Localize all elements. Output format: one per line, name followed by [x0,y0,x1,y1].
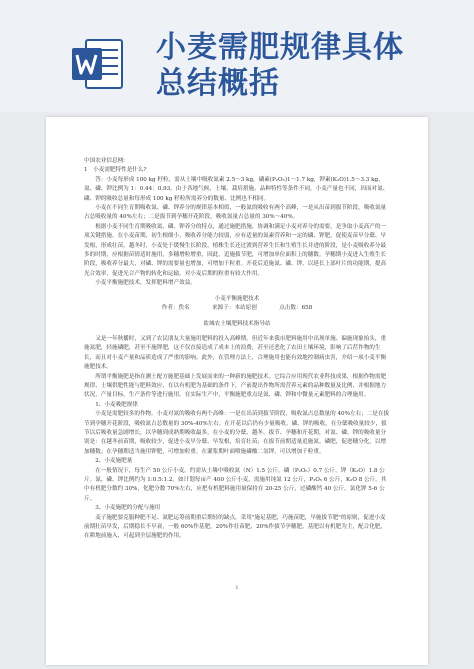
word-document-icon [68,34,128,94]
document-body [84,157,390,542]
paragraph: 小麦平衡施肥技术，发挥肥料增产效益。 [95,280,196,287]
list-heading: 2、小麦施肥量 [95,458,133,465]
header-banner [0,0,474,112]
list-heading: 1、小麦吸肥规律 [95,401,138,408]
paragraph: 小麦是需肥较多的作物。小麦对氮的吸收有两个高峰：一是在出苗到拔节阶段，吸收氮占总数量的 40%左右；二是在拔节到孕穗开花阶段，吸收氮占总数量的 30%-40%左右。在开花以后仍有少量吸收。磷、钾的吸收，在分蘖吸收量较少，拔节以后吸收量急剧增长，以孕穗到成熟期吸收最多。在小麦的分蘖、越冬、拔节、孕穗和开花期，对氮、磷、钾的吸收量分别是：在越冬前苗期，吸收较少，促进小麦早分蘖、早发根，培育壮苗；在拔节前期适量追施氮、磷肥，促进穗分化，以增加穗数；在孕穗期适当施用钾肥，可增加粒重。在灌浆期叶面喷施磷酸二氢钾，可以增加千粒重。 [84,411,390,455]
title-line-1: 小麦需肥规律具体 [156,30,404,65]
list-heading: 3、小麦施肥的分配与施用 [95,505,161,512]
paragraph: 根据小麦不同生育期吸收氮、磷、钾养分的特点，通过施肥措施，协调和满足小麦对养分的需要，是争取小麦高产的一项关键措施。在小麦苗期，初生根细小，吸收养分能力较弱，应有适量的氮素营养和一定的磷、钾肥，促使麦苗早分蘖、早发根，形成壮苗。越冬时，小麦处于缓慢生长阶段，植株生长还过渡到营养生长和生殖生长并进的阶段，是小麦吸收养分最多的时期，应根据苗情适时施用，多穗增粒增重，因此，追施拔节肥，可增加单位面积上的穗数。孕穗期小麦进入生殖生长阶段，吸收养分最大，对磷、钾的需要量也增加，可增加千粒重。开花后追施氮、磷、钾，以延长上部叶片的功能期，提高光合效率，促进光合产物的转化和运输，对小麦后期的粒重有较大作用。 [84,223,387,277]
paragraph: 所谓平衡施肥是指在测土配方施肥基础上发展而来的一种新的施肥技术。它综合应用现代农业科技成果，根据作物需肥规律、土壤供肥性能与肥料效应，在以有机肥为基础的条件下，产前提出作物所需营养元素的品种数量及比例，并根据地力状况，产量目标，生产条件等进行施用。在实际生产中，平衡施肥重点是氮、磷、钾和中微量元素肥料的合理施用。 [84,373,387,399]
paragraph: 答：小麦每形成 100 kg 籽粒，需从土壤中吸收氮素 2.5～3 kg，磷素(P₂O₅)1～1.7 kg，钾素(K₂O)1.5～3.3 kg，氮、磷、钾比例为 1：0.44：0.93。由于各地气候、土壤、栽培措施、品种特性等条件不同，小麦产量也不同，因而对氮、磷、钾的吸收总量和每形成 100 kg 籽粒所需养分的数量、比例也不相同。 [84,176,389,202]
paragraph: 在一般情况下，每生产 50 公斤小麦，约需从土壤中吸收氮（N）1.5 公斤，磷（P₂O₅）0.7 公斤，钾（K₂O）1.8 公斤。氮、磷、钾比例约为 1:0.5:1.2。如计划每亩产 400 公斤小麦，需施用纯氮 12 公斤，P₂O₅ 6 公斤，K₂O 8 公斤。其中有机肥分数约 30%，化肥分数 70%左右，应把有机肥料施用量保持在 20-25 公斤，过磷酸钙 40 公斤，氯化钾 5-6 公斤。 [84,467,387,502]
section-title: 小麦平衡施肥技术 [214,295,260,302]
paragraph: 小麦在不同生育期吸收氮、磷、钾养分的规律基本相似，一般氮的吸收有两个高峰，一是从出苗到拔节阶段，吸收氮量占总吸收量的 40%左右；二是拔节到孕穗开花阶段，吸收氮量占总量的 30%～40%。 [84,205,387,221]
page-number: 1 [235,585,239,591]
document-page [46,117,428,665]
title-line-2: 总结概括 [156,66,280,101]
article-meta: 作者：佚名 来源于：本站原创 点击数：658 [161,305,313,312]
paragraph: 又是一年秋播时，又到了农民朋友大量施用肥料的投入高峰期。但近年来我市肥料施用中出现单施、偏施现象抬头，重施氮肥，轻施磷肥，甚至不施钾肥，这不仅直接造成了成本上的浪费，甚至还恶化了农田土壤环境，影响了后茬作物的生长，而且对小麦产量和品质造成了严重的影响。此外，在管理方法上，合理施用也能有效地控制病虫害，介绍一项小麦平衡施肥技术。 [84,335,387,371]
document-title [156,30,456,102]
question-heading: 1 小麦需肥特性是什么? [84,167,147,174]
source-line: 中国农业信息网: [84,158,126,164]
paragraph: 麦子施肥要克服种肥不足、氮肥运筹前期重后期轻的缺点，采用"施足基肥，巧施苗肥，早施拔节肥"的原则，促进小麦前期壮苗早发，后期稳长不早衰，一般 60%作基肥，20%作壮苗肥，20%作拔节孕穗肥。基肥以有机肥为主，配合化肥，在耕地前施入，可起到全层施肥的作用。 [84,514,386,540]
article-subtitle: 盐城农土壤肥料技术指导站 [203,320,271,327]
